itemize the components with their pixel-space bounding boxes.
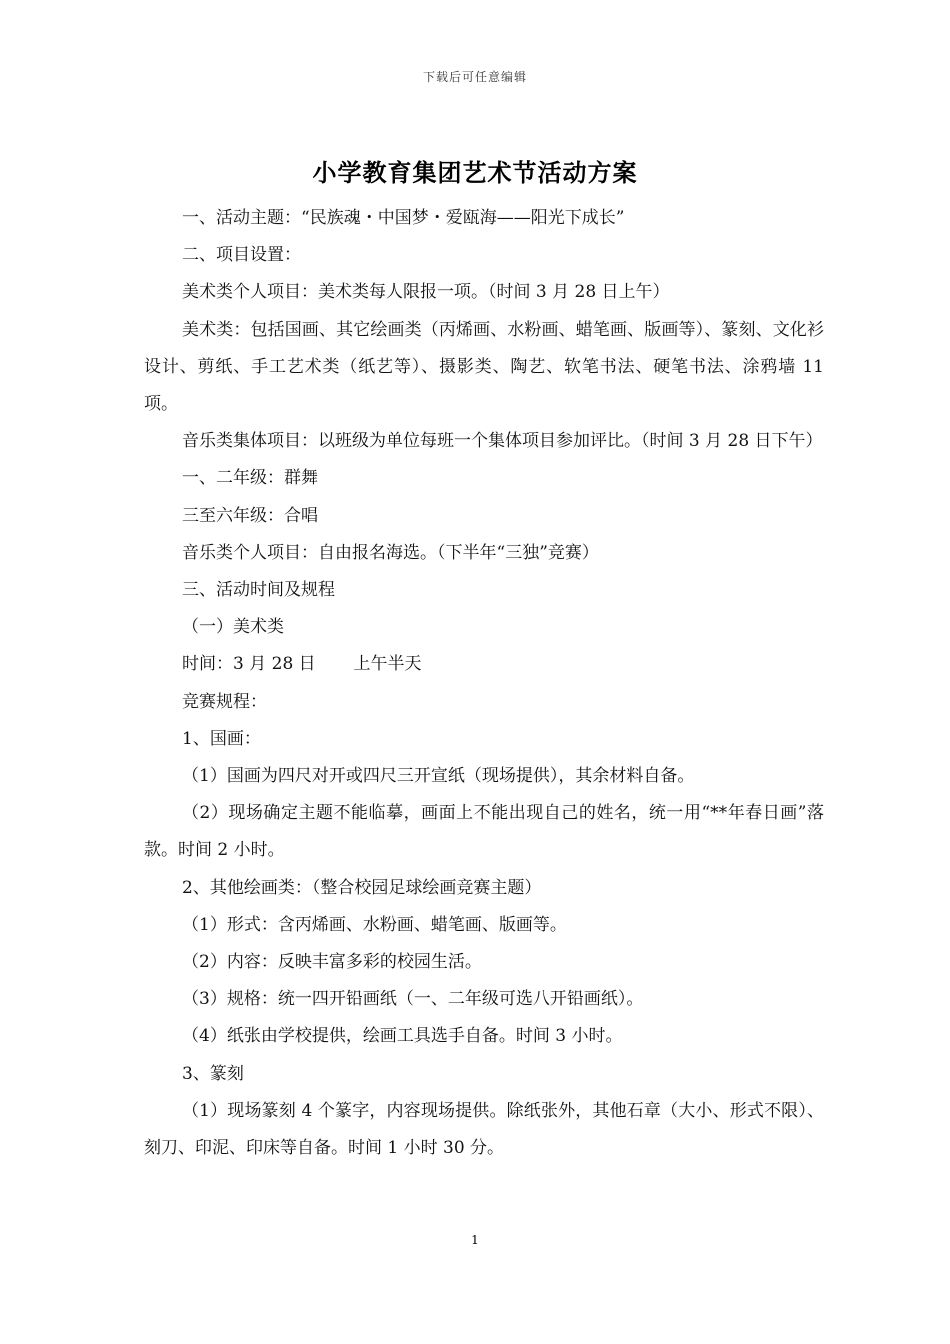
page-header-note: 下载后可任意编辑 <box>422 70 527 84</box>
paragraph-cp-rule-1: （1）国画为四尺对开或四尺三开宣纸（现场提供），其余材料自备。 <box>182 766 695 787</box>
document-body <box>144 200 830 1167</box>
paragraph-seal-carving: 3、篆刻 <box>182 1063 244 1084</box>
paragraph-art-time: 时间：3 月 28 日 上午半天 <box>182 654 422 675</box>
paragraph-op-rule-4: （4）纸张由学校提供，绘画工具选手自备。时间 3 小时。 <box>182 1026 623 1047</box>
paragraph-op-rule-2: （2）内容：反映丰富多彩的校园生活。 <box>182 952 482 973</box>
paragraph-sc-rule-1: （1）现场篆刻 4 个篆字，内容现场提供。除纸张外，其他石章（大小、形式不限）、刻刀、印泥、印床等自备。时间 1 小时 30 分。 <box>144 1100 824 1159</box>
paragraph-art-individual: 美术类个人项目：美术类每人限报一项。（时间 3 月 28 日上午） <box>182 282 670 303</box>
page-number: 1 <box>471 1233 479 1247</box>
paragraph-grade-1-2: 一、二年级：群舞 <box>182 468 318 489</box>
paragraph-project-setup: 二、项目设置： <box>182 245 301 266</box>
paragraph-art-section: （一）美术类 <box>182 617 284 638</box>
paragraph-rules-heading: 竞赛规程： <box>182 691 267 712</box>
paragraph-op-rule-3: （3）规格：统一四开铅画纸（一、二年级可选八开铅画纸）。 <box>182 989 644 1010</box>
paragraph-op-rule-1: （1）形式：含丙烯画、水粉画、蜡笔画、版画等。 <box>182 914 567 935</box>
paragraph-other-painting: 2、其他绘画类：（整合校园足球绘画竞赛主题） <box>182 877 542 898</box>
paragraph-theme: 一、活动主题：“民族魂・中国梦・爱瓯海——阳光下成长” <box>182 208 625 228</box>
paragraph-music-individual: 音乐类个人项目：自由报名海选。（下半年“三独”竞赛） <box>182 542 599 563</box>
paragraph-schedule-heading: 三、活动时间及规程 <box>182 580 335 601</box>
paragraph-music-group: 音乐类集体项目：以班级为单位每班一个集体项目参加评比。（时间 3 月 28 日下午） <box>182 431 823 452</box>
document-title: 小学教育集团艺术节活动方案 <box>312 158 638 187</box>
paragraph-grade-3-6: 三至六年级：合唱 <box>182 505 318 526</box>
paragraph-chinese-painting: 1、国画： <box>182 728 261 749</box>
paragraph-art-categories: 美术类：包括国画、其它绘画类（丙烯画、水粉画、蜡笔画、版画等）、篆刻、文化衫设计、剪纸、手工艺术类（纸艺等）、摄影类、陶艺、软笔书法、硬笔书法、涂鸦墙 11 项。 <box>144 319 830 415</box>
paragraph-cp-rule-2: （2）现场确定主题不能临摹，画面上不能出现自己的姓名，统一用“**年春日画”落款。时间 2 小时。 <box>144 803 824 861</box>
